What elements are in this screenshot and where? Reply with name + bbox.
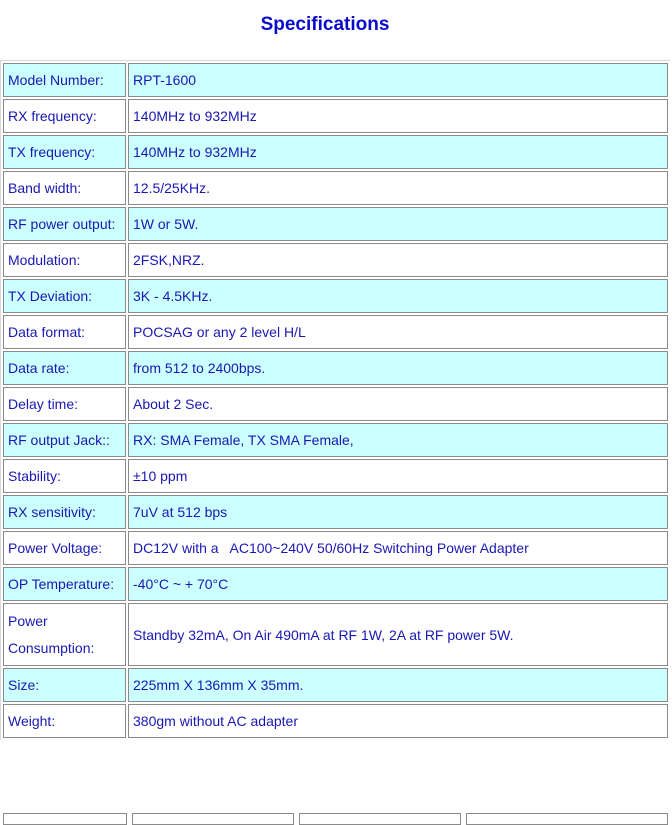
- table-row: [3, 423, 668, 457]
- spec-label: Stability:: [3, 459, 126, 493]
- spec-value: RPT-1600: [128, 63, 668, 97]
- spec-value: RX: SMA Female, TX SMA Female,: [128, 423, 668, 457]
- table-row: [3, 135, 668, 169]
- table-row: [3, 603, 668, 666]
- spec-label: Modulation:: [3, 243, 126, 277]
- table-row: [3, 567, 668, 601]
- spec-label: RX frequency:: [3, 99, 126, 133]
- next-table-edge: [0, 813, 672, 821]
- spec-label: Model Number:: [3, 63, 126, 97]
- page-title: Specifications: [260, 14, 390, 35]
- spec-value: 7uV at 512 bps: [128, 495, 668, 529]
- table-cell-edge: [299, 813, 461, 825]
- spec-label: Power Consumption:: [3, 603, 126, 666]
- spec-value: 1W or 5W.: [128, 207, 668, 241]
- table-row: [3, 387, 668, 421]
- table-row: [3, 63, 668, 97]
- spec-value: About 2 Sec.: [128, 387, 668, 421]
- table-row: [3, 459, 668, 493]
- spec-value: 225mm X 136mm X 35mm.: [128, 668, 668, 702]
- spec-value: 2FSK,NRZ.: [128, 243, 668, 277]
- table-row: [3, 668, 668, 702]
- spec-label: OP Temperature:: [3, 567, 126, 601]
- spec-value: POCSAG or any 2 level H/L: [128, 315, 668, 349]
- spec-label: RX sensitivity:: [3, 495, 126, 529]
- spec-value: 140MHz to 932MHz: [128, 99, 668, 133]
- table-row: [3, 243, 668, 277]
- spec-value: -40°C ~ + 70°C: [128, 567, 668, 601]
- spec-value: 380gm without AC adapter: [128, 704, 668, 738]
- spec-label: RF power output:: [3, 207, 126, 241]
- spec-label: Data rate:: [3, 351, 126, 385]
- table-row: [3, 171, 668, 205]
- spec-label: Power Voltage:: [3, 531, 126, 565]
- spec-label: Size:: [3, 668, 126, 702]
- spec-label: Delay time:: [3, 387, 126, 421]
- table-row: [3, 531, 668, 565]
- spec-value: 140MHz to 932MHz: [128, 135, 668, 169]
- table-cell-edge: [466, 813, 668, 825]
- specifications-table: [0, 60, 670, 740]
- spec-value: 12.5/25KHz.: [128, 171, 668, 205]
- table-row: [3, 315, 668, 349]
- table-row: [3, 99, 668, 133]
- table-row: [3, 279, 668, 313]
- table-row: [3, 207, 668, 241]
- spec-label: Data format:: [3, 315, 126, 349]
- spec-label: Weight:: [3, 704, 126, 738]
- table-row: [3, 495, 668, 529]
- table-row: [3, 351, 668, 385]
- spec-value: ±10 ppm: [128, 459, 668, 493]
- table-row: [3, 704, 668, 738]
- table-cell-edge: [132, 813, 294, 825]
- spec-value: DC12V with a AC100~240V 50/60Hz Switching Power Adapter: [128, 531, 668, 565]
- spec-value: Standby 32mA, On Air 490mA at RF 1W, 2A at RF power 5W.: [128, 603, 668, 666]
- spec-value: 3K - 4.5KHz.: [128, 279, 668, 313]
- spec-label: TX frequency:: [3, 135, 126, 169]
- spec-label: Band width:: [3, 171, 126, 205]
- spec-label: TX Deviation:: [3, 279, 126, 313]
- spec-label: RF output Jack::: [3, 423, 126, 457]
- table-cell-edge: [3, 813, 127, 825]
- spec-value: from 512 to 2400bps.: [128, 351, 668, 385]
